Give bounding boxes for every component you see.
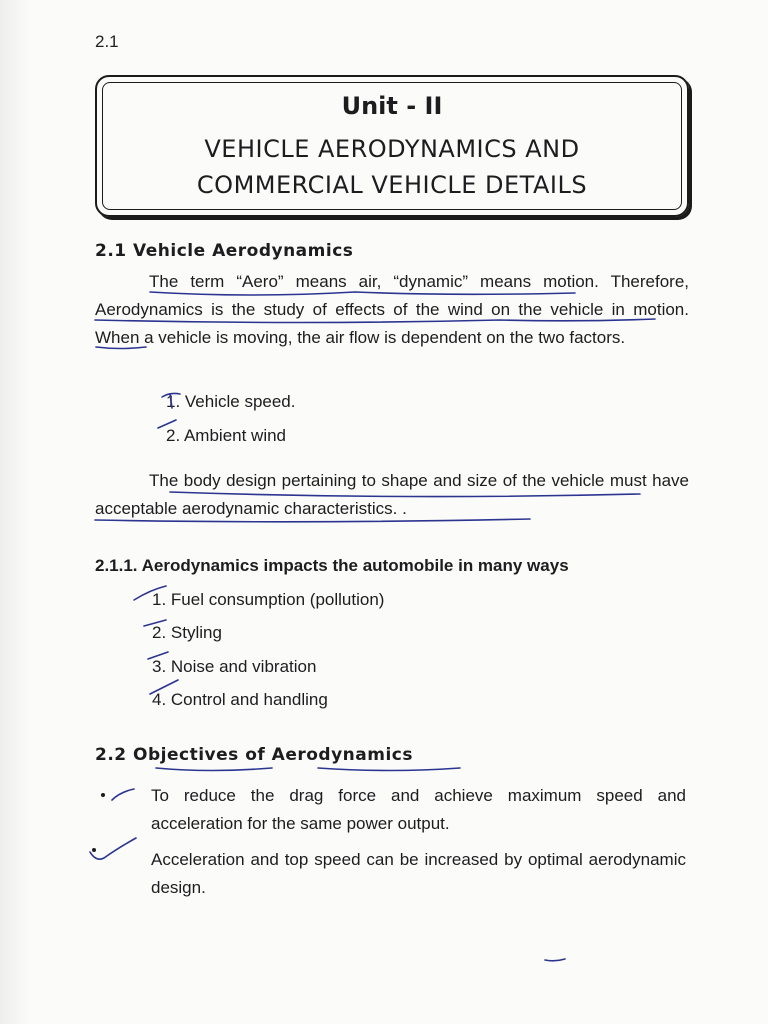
- pen-underline-aerodynamics-heading: [318, 768, 460, 771]
- objective-item-2: Acceleration and top speed can be increased by optimal aerodynamic design.: [151, 850, 686, 897]
- section-2-2-heading: 2.2 Objectives of Aerodynamics: [95, 745, 413, 765]
- bullet-dot-1: [101, 793, 105, 797]
- factor-item-1: 1. Vehicle speed.: [166, 392, 296, 411]
- body-design-text: The body design pertaining to shape and size of the vehicle must have acceptable aerodynamic characteristics. .: [95, 471, 689, 518]
- bullet-dot-2: [92, 848, 96, 852]
- unit-subtitle-line1: VEHICLE AERODYNAMICS AND: [204, 135, 580, 163]
- objective-item-1: To reduce the drag force and achieve maximum speed and acceleration for the same power output.: [151, 786, 686, 833]
- factor-item-2: 2. Ambient wind: [166, 426, 287, 445]
- page-number: 2.1: [95, 32, 119, 51]
- section-2-1-1-heading: 2.1.1. Aerodynamics impacts the automobile in many ways: [95, 556, 569, 575]
- unit-title: Unit - II: [341, 92, 443, 120]
- pen-stray-mark: [545, 959, 565, 961]
- pen-underline-objectives: [156, 768, 272, 771]
- body-design-paragraph: [95, 467, 689, 523]
- page-edge-shadow: [0, 0, 30, 1024]
- pen-tick-objective-2: [90, 838, 136, 859]
- impact-item-4: 4. Control and handling: [152, 690, 328, 709]
- impact-item-3: 3. Noise and vibration: [152, 657, 317, 676]
- pen-tick-objective-1: [112, 789, 134, 800]
- intro-text: The term “Aero” means air, “dynamic” means motion. Therefore, Aerodynamics is the study of effects of the wind on the vehicle in motion. When a vehicle is moving, the air flow is dependent on the two factors.: [95, 272, 689, 347]
- section-2-1-intro-paragraph: [95, 268, 689, 352]
- impact-item-2: 2. Styling: [152, 623, 222, 642]
- impact-item-1: 1. Fuel consumption (pollution): [152, 590, 385, 609]
- section-2-1-heading: 2.1 Vehicle Aerodynamics: [95, 241, 354, 261]
- unit-title-box: [95, 75, 689, 217]
- unit-subtitle-line2: COMMERCIAL VEHICLE DETAILS: [196, 171, 588, 199]
